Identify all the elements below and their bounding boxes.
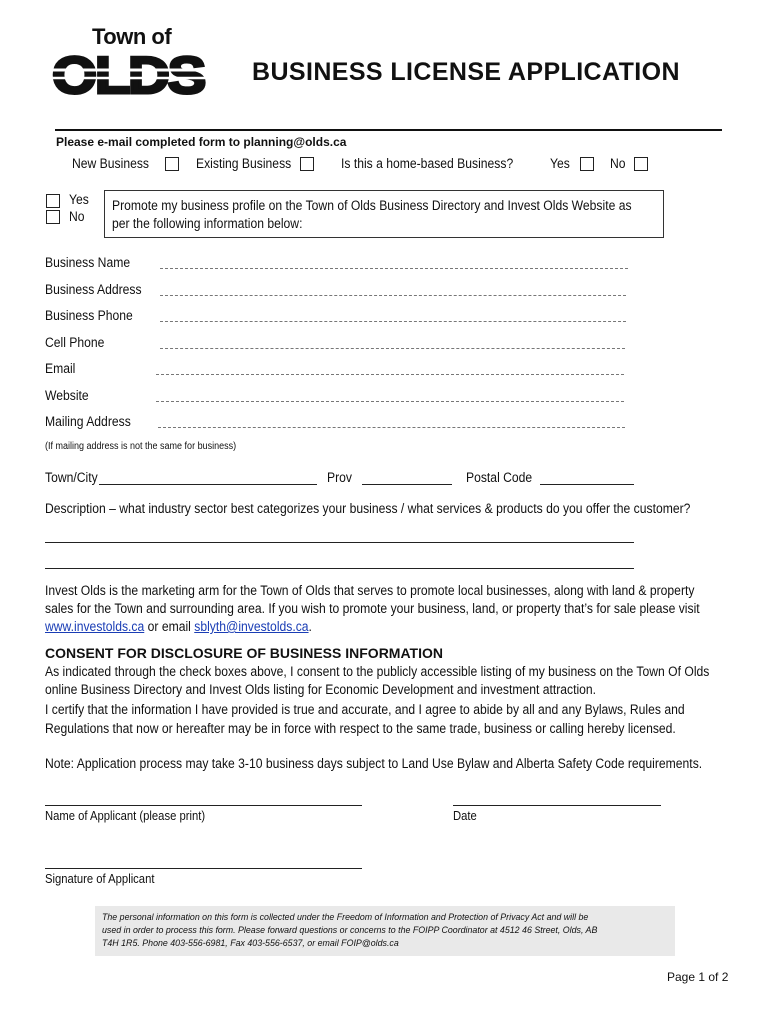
business-address-label: Business Address [45, 282, 142, 297]
postal-code-label: Postal Code [466, 470, 533, 485]
consent-p2-line2: Regulations that now or hereafter may be in force with respect to the same trade, business or calling hereby licensed. [45, 721, 676, 736]
business-phone-input[interactable] [160, 321, 626, 322]
website-input[interactable] [156, 401, 624, 402]
description-question: Description – what industry sector best categorizes your business / what services & products do you offer the customer? [45, 501, 691, 516]
consent-p2-line1: I certify that the information I have provided is true and accurate, and I agree to abide by all and any Bylaws, Rules and [45, 702, 685, 717]
business-name-input[interactable] [160, 268, 628, 269]
signature-input[interactable] [45, 868, 362, 869]
promote-no-checkbox[interactable] [46, 210, 60, 224]
town-city-label: Town/City [45, 470, 98, 485]
email-input[interactable] [156, 374, 624, 375]
consent-heading: CONSENT FOR DISCLOSURE OF BUSINESS INFORMATION [45, 645, 443, 661]
description-input-line1[interactable] [45, 542, 634, 543]
promote-text-line2: per the following information below: [112, 216, 303, 231]
mailing-address-input[interactable] [158, 427, 625, 428]
email-instruction: Please e-mail completed form to planning@olds.ca [56, 135, 347, 149]
consent-p1-line2: online Business Directory and Invest Olds listing for Economic Development and investment attraction. [45, 682, 597, 697]
processing-note: Note: Application process may take 3-10 business days subject to Land Use Bylaw and Alberta Safety Code requirements. [45, 756, 703, 771]
town-logo [50, 22, 210, 102]
logo-top-text: Town of [92, 24, 172, 49]
applicant-name-input[interactable] [45, 805, 362, 806]
cell-phone-input[interactable] [160, 348, 625, 349]
cell-phone-label: Cell Phone [45, 335, 105, 350]
postal-code-input[interactable] [540, 484, 634, 485]
date-label: Date [453, 809, 477, 823]
privacy-line2: used in order to process this form. Please forward questions or concerns to the FOIPP Coordinator at 4512 46 Street, Olds, AB [102, 925, 598, 936]
invest-text-end: . [308, 619, 312, 634]
business-address-input[interactable] [160, 295, 626, 296]
home-based-question: Is this a home-based Business? [341, 156, 514, 171]
page-title: BUSINESS LICENSE APPLICATION [252, 58, 680, 86]
home-no-checkbox[interactable] [634, 157, 648, 171]
email-label: Email [45, 361, 76, 376]
business-name-label: Business Name [45, 255, 131, 270]
existing-business-label: Existing Business [196, 156, 292, 171]
description-input-line2[interactable] [45, 568, 634, 569]
signature-label: Signature of Applicant [45, 872, 155, 886]
privacy-line1: The personal information on this form is collected under the Freedom of Information and Protection of Privacy Act and will be [102, 912, 589, 923]
town-city-input[interactable] [99, 484, 317, 485]
invest-website-link[interactable]: www.investolds.ca [45, 619, 145, 634]
prov-label: Prov [327, 470, 352, 485]
page-number: Page 1 of 2 [667, 970, 729, 984]
mailing-address-label: Mailing Address [45, 414, 131, 429]
mailing-address-note: (If mailing address is not the same for business) [45, 441, 237, 452]
invest-text-line1: Invest Olds is the marketing arm for the Town of Olds that serves to promote local businesses, along with land & property [45, 583, 695, 598]
existing-business-checkbox[interactable] [300, 157, 314, 171]
privacy-notice-box [95, 906, 675, 956]
promote-yes-label: Yes [69, 192, 89, 207]
promote-box [104, 190, 664, 238]
website-label: Website [45, 388, 89, 403]
invest-text-mid: or email [144, 619, 195, 634]
promote-text-line1: Promote my business profile on the Town of Olds Business Directory and Invest Olds Website as [112, 198, 632, 213]
applicant-name-label: Name of Applicant (please print) [45, 809, 206, 823]
new-business-checkbox[interactable] [165, 157, 179, 171]
date-input[interactable] [453, 805, 661, 806]
invest-text-line2: sales for the Town and surrounding area. If you wish to promote your business, land, or property that’s for sale please visit [45, 601, 700, 616]
home-no-label: No [610, 156, 626, 171]
prov-input[interactable] [362, 484, 452, 485]
new-business-label: New Business [72, 156, 149, 171]
consent-p1-line1: As indicated through the check boxes above, I consent to the publicly accessible listing of my business on the Town Of Olds [45, 664, 710, 679]
invest-email-link[interactable]: sblyth@investolds.ca [194, 619, 309, 634]
promote-yes-checkbox[interactable] [46, 194, 60, 208]
logo-wordmark [50, 48, 210, 100]
business-phone-label: Business Phone [45, 308, 133, 323]
invest-text-line3 [45, 619, 312, 634]
logo-main-text: OLDS [52, 48, 205, 100]
home-yes-checkbox[interactable] [580, 157, 594, 171]
title-underline [55, 129, 722, 131]
promote-no-label: No [69, 209, 85, 224]
privacy-line3: T4H 1R5. Phone 403-556-6981, Fax 403-556-6537, or email FOIP@olds.ca [102, 938, 399, 949]
home-yes-label: Yes [550, 156, 570, 171]
